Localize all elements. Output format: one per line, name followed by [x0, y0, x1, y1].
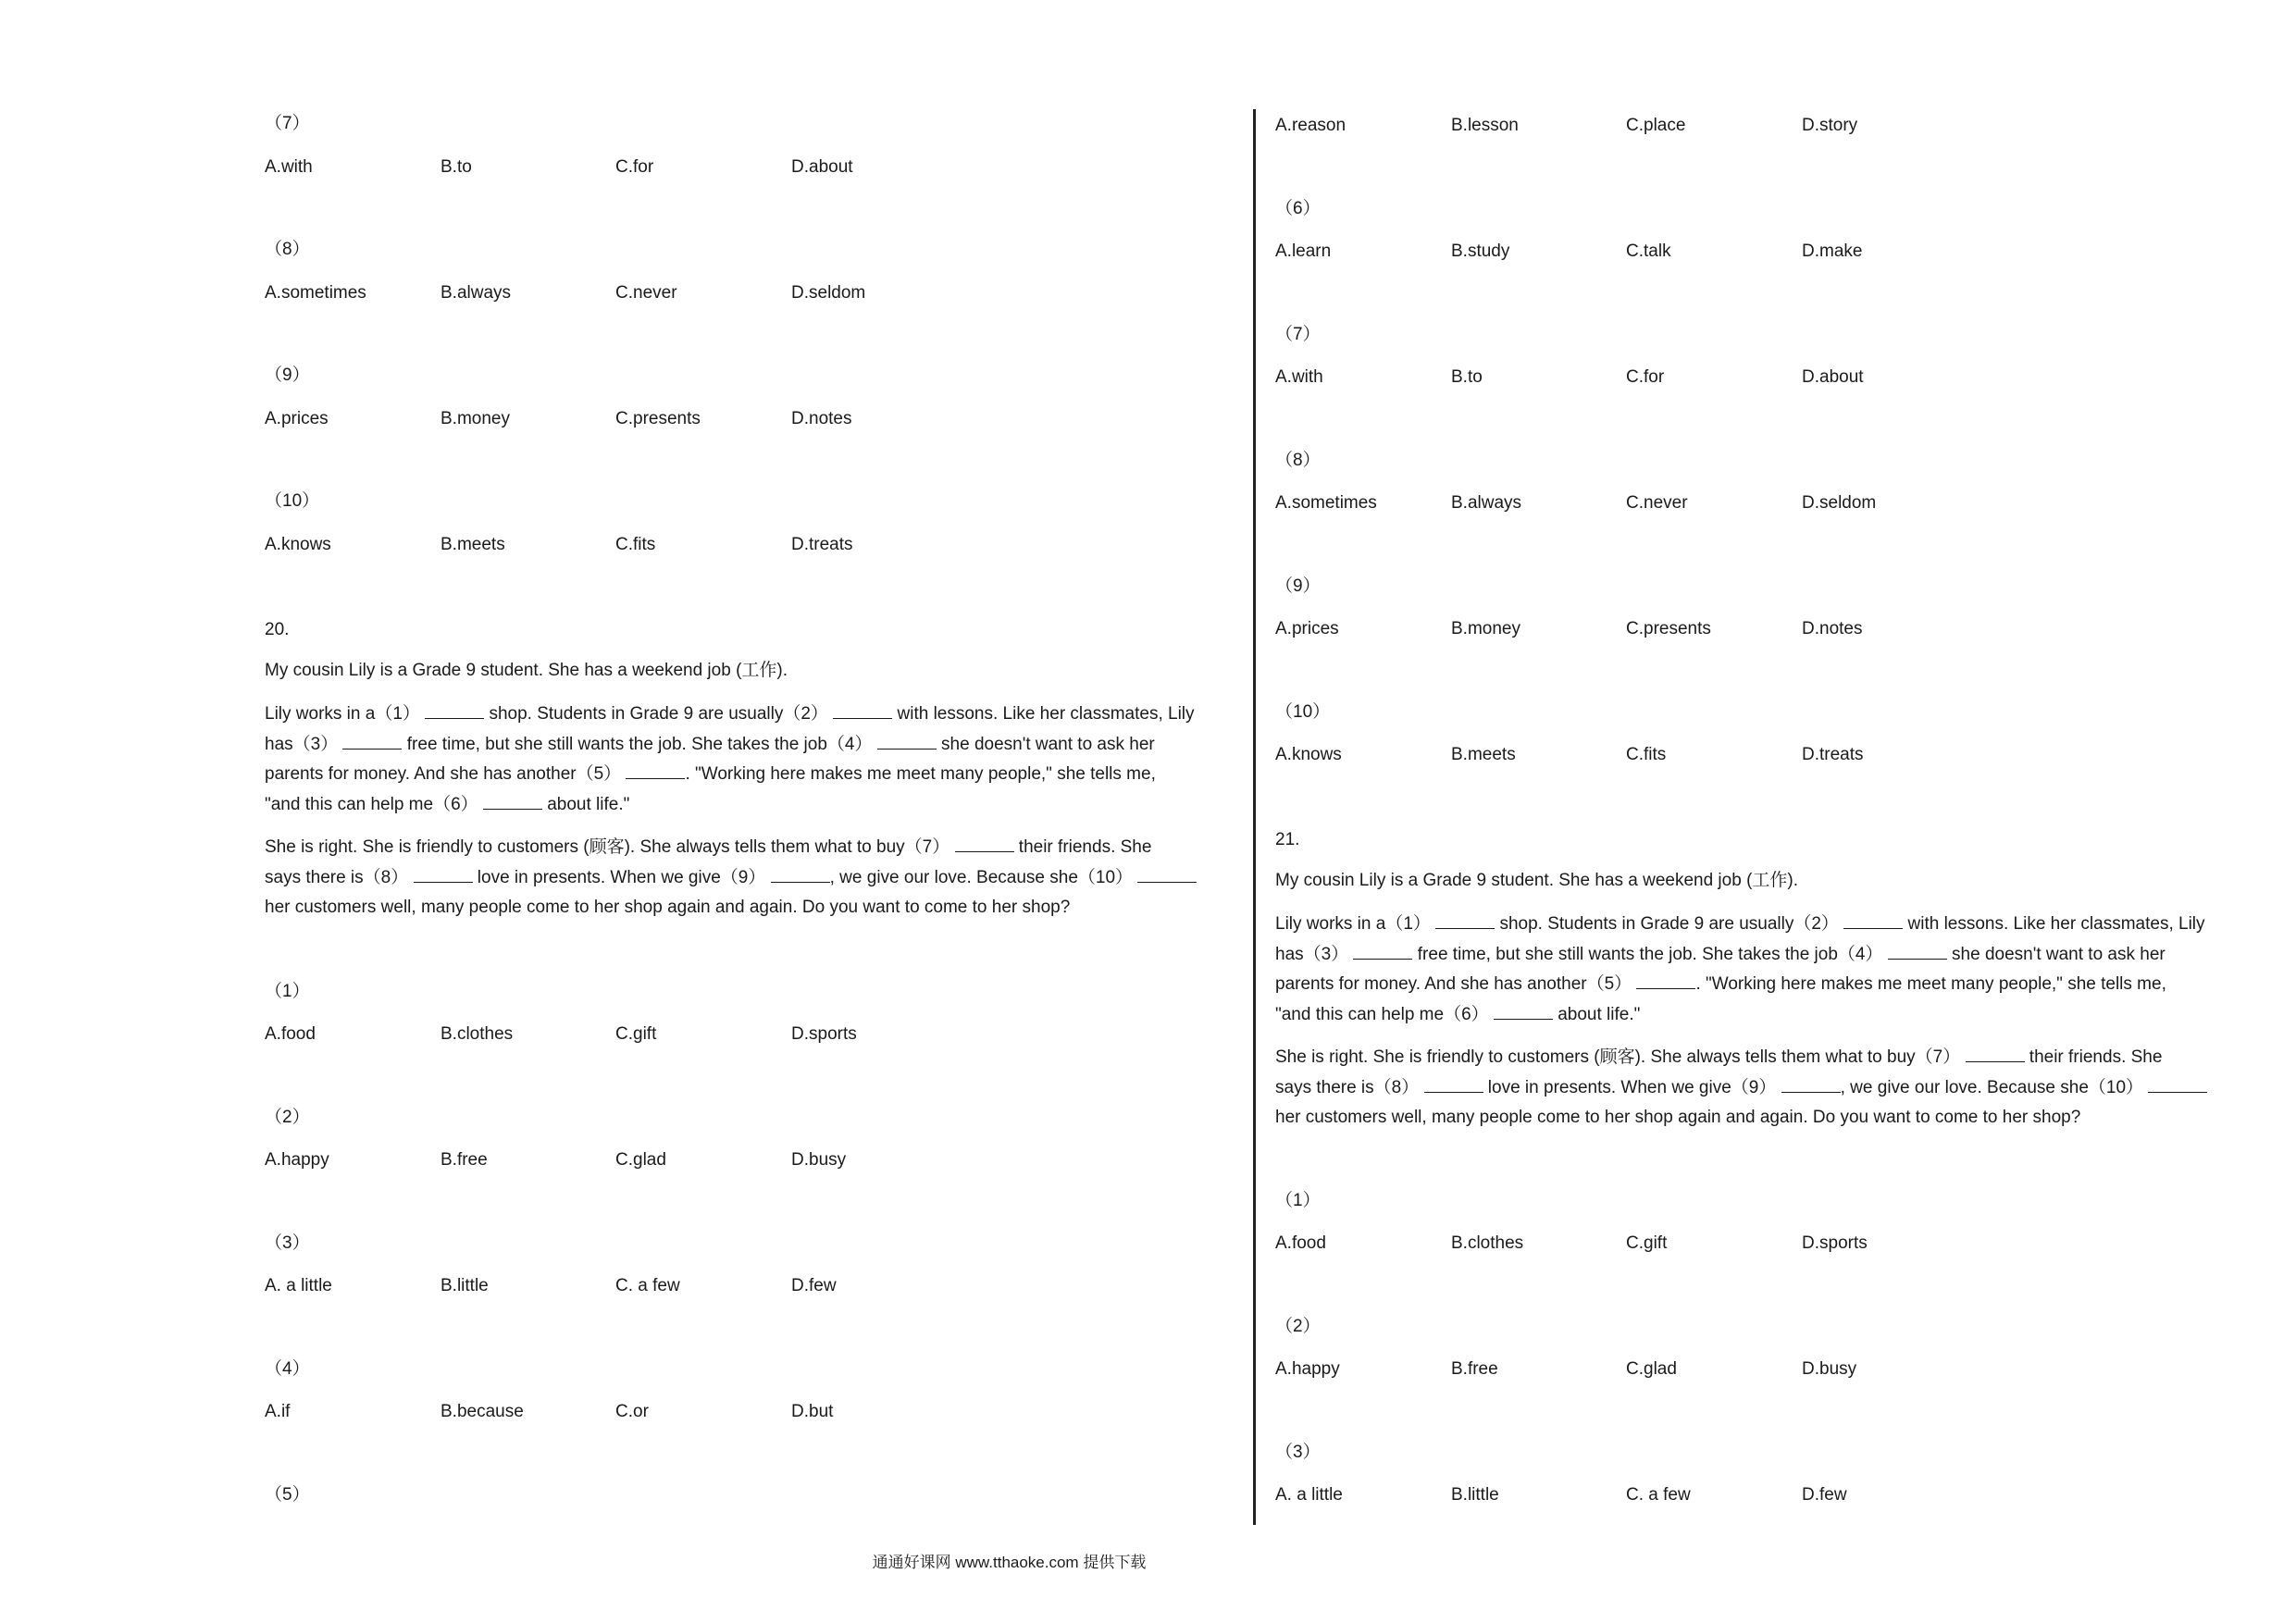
- option-c: C.glad: [1626, 1359, 1677, 1379]
- option-c: C.place: [1626, 116, 1686, 135]
- option-a: A.happy: [1275, 1359, 1340, 1379]
- answer-blank: [1781, 1075, 1841, 1093]
- option-c: C.glad: [615, 1150, 666, 1170]
- page-footer: [0, 1553, 2296, 1573]
- option-d: D.but: [791, 1402, 834, 1421]
- sub-question-number: （2）: [1275, 1317, 1321, 1336]
- option-row: [265, 1401, 1098, 1423]
- text: Lily works in a（1）: [265, 704, 420, 724]
- option-a: A.reason: [1275, 116, 1347, 135]
- option-c: C.or: [615, 1402, 649, 1421]
- answer-blank: [1966, 1045, 2025, 1062]
- text: with lessons. Like her classmates, Lily: [897, 704, 1195, 724]
- text: free time, but she still wants the job. She takes the job（4）: [406, 734, 873, 754]
- option-d: D.seldom: [791, 283, 866, 303]
- sub-question-number: （8）: [1275, 451, 1321, 470]
- footer-text: 通通好课网 www.tthaoke.com 提供下载: [872, 1554, 1147, 1571]
- sub-question-number: （2）: [265, 1108, 310, 1127]
- answer-blank: [1494, 1002, 1553, 1020]
- left-column: [265, 0, 1227, 1623]
- option-b: B.free: [441, 1150, 488, 1170]
- option-d: D.about: [1802, 367, 1864, 387]
- answer-blank: [425, 701, 484, 719]
- answer-blank: [1353, 942, 1412, 960]
- text: says there is（8）: [1275, 1077, 1420, 1097]
- answer-blank: [1888, 942, 1947, 960]
- question-number: 21.: [1275, 830, 1300, 849]
- text: about life.": [547, 794, 630, 814]
- option-b: B.money: [441, 409, 510, 428]
- sub-question-number: （3）: [265, 1233, 310, 1253]
- option-a: A. a little: [1275, 1485, 1343, 1505]
- option-d: D.make: [1802, 242, 1863, 261]
- option-c: C. a few: [615, 1276, 680, 1295]
- answer-blank: [1137, 865, 1197, 883]
- option-c: C.presents: [1626, 619, 1711, 638]
- answer-blank: [626, 762, 685, 779]
- sub-question-number: （7）: [265, 114, 310, 133]
- option-a: A.happy: [265, 1150, 329, 1170]
- option-b: B.free: [1451, 1359, 1498, 1379]
- option-a: A.sometimes: [265, 283, 366, 303]
- answer-blank: [1636, 972, 1695, 989]
- text: love in presents. When we give（9）: [477, 867, 766, 887]
- option-d: D.few: [791, 1276, 837, 1295]
- passage-paragraph-1: [1275, 910, 2247, 1030]
- passage-paragraph-2: [265, 833, 1236, 923]
- option-c: C.presents: [615, 409, 701, 428]
- option-a: A.knows: [1275, 745, 1342, 764]
- option-b: B.little: [1451, 1485, 1499, 1505]
- option-row: [1275, 241, 2108, 263]
- sub-question-number: （3）: [1275, 1443, 1321, 1462]
- option-c: C.talk: [1626, 242, 1671, 261]
- sub-question-number: （9）: [1275, 576, 1321, 596]
- text: "and this can help me（6）: [1275, 1004, 1489, 1024]
- column-divider: [1253, 109, 1256, 1525]
- option-a: A.food: [265, 1024, 316, 1044]
- passage-intro: [1275, 866, 2247, 897]
- option-row: [1275, 1484, 2108, 1506]
- text: her customers well, many people come to her shop again and again. Do you want to come to her shop?: [265, 898, 1071, 917]
- option-a: A.knows: [265, 535, 331, 554]
- option-row: [1275, 366, 2108, 389]
- text: , we give our love. Because she（10）: [829, 867, 1134, 887]
- text: love in presents. When we give（9）: [1487, 1077, 1777, 1097]
- option-d: D.few: [1802, 1485, 1847, 1505]
- option-d: D.busy: [1802, 1359, 1857, 1379]
- option-row: [265, 534, 1098, 556]
- option-c: C.for: [615, 157, 654, 177]
- sub-question-number: （10）: [1275, 702, 1331, 722]
- option-row: [1275, 115, 2108, 137]
- option-b: B.money: [1451, 619, 1520, 638]
- text: parents for money. And she has another（5）: [1275, 974, 1632, 994]
- sub-question-number: （1）: [1275, 1191, 1321, 1210]
- option-a: A.if: [265, 1402, 291, 1421]
- option-b: B.because: [441, 1402, 524, 1421]
- sub-question-number: （8）: [265, 240, 310, 259]
- text: with lessons. Like her classmates, Lily: [1907, 914, 2205, 934]
- option-b: B.always: [1451, 493, 1522, 513]
- answer-blank: [771, 865, 830, 883]
- text: shop. Students in Grade 9 are usually（2）: [489, 704, 828, 724]
- option-a: A.prices: [1275, 619, 1339, 638]
- option-b: B.to: [441, 157, 472, 177]
- answer-blank: [483, 792, 542, 810]
- answer-blank: [877, 732, 937, 750]
- text: says there is（8）: [265, 867, 409, 887]
- answer-blank: [1435, 911, 1495, 929]
- text: She is right. She is friendly to customers (顾客). She always tells them what to buy（7）: [265, 837, 950, 857]
- text: their friends. She: [1018, 837, 1152, 857]
- option-c: C.fits: [1626, 745, 1667, 764]
- option-b: B.meets: [441, 535, 505, 554]
- option-row: [265, 408, 1098, 430]
- option-d: D.treats: [1802, 745, 1864, 764]
- option-c: C.gift: [1626, 1233, 1668, 1253]
- option-row: [265, 156, 1098, 179]
- answer-blank: [342, 732, 402, 750]
- option-a: A.learn: [1275, 242, 1332, 261]
- text: her customers well, many people come to her shop again and again. Do you want to come to her shop?: [1275, 1108, 2081, 1127]
- text: she doesn't want to ask her: [941, 734, 1155, 754]
- option-d: D.notes: [791, 409, 852, 428]
- text: has（3）: [1275, 944, 1349, 964]
- text: She is right. She is friendly to customers (顾客). She always tells them what to buy（7）: [1275, 1047, 1961, 1067]
- passage-paragraph-2: [1275, 1043, 2247, 1134]
- option-c: C. a few: [1626, 1485, 1691, 1505]
- option-row: [265, 1149, 1098, 1171]
- text: she doesn't want to ask her: [1952, 944, 2166, 964]
- option-row: [265, 1023, 1098, 1046]
- text: parents for money. And she has another（5）: [265, 764, 622, 784]
- intro-text: My cousin Lily is a Grade 9 student. She has a weekend job (工作).: [265, 661, 788, 680]
- right-column: [1275, 0, 2256, 1623]
- option-d: D.seldom: [1802, 493, 1877, 513]
- option-c: C.fits: [615, 535, 656, 554]
- text: Lily works in a（1）: [1275, 914, 1431, 934]
- option-d: D.busy: [791, 1150, 847, 1170]
- passage-paragraph-1: [265, 700, 1236, 820]
- sub-question-number: （6）: [1275, 199, 1321, 218]
- option-a: A. a little: [265, 1276, 332, 1295]
- option-b: B.lesson: [1451, 116, 1519, 135]
- option-b: B.little: [441, 1276, 489, 1295]
- text: has（3）: [265, 734, 339, 754]
- option-d: D.sports: [791, 1024, 857, 1044]
- option-row: [1275, 1358, 2108, 1381]
- text: "and this can help me（6）: [265, 794, 478, 814]
- option-b: B.meets: [1451, 745, 1516, 764]
- option-row: [265, 1275, 1098, 1297]
- text: free time, but she still wants the job. She takes the job（4）: [1417, 944, 1883, 964]
- option-c: C.gift: [615, 1024, 657, 1044]
- text: their friends. She: [2029, 1047, 2163, 1067]
- option-row: [1275, 1233, 2108, 1255]
- text: , we give our love. Because she（10）: [1840, 1077, 2144, 1097]
- option-a: A.prices: [265, 409, 329, 428]
- option-row: [1275, 492, 2108, 514]
- sub-question-number: （9）: [265, 365, 310, 385]
- text: . "Working here makes me meet many people," she tells me,: [685, 764, 1156, 784]
- option-a: A.with: [265, 157, 313, 177]
- option-row: [1275, 618, 2108, 640]
- sub-question-number: （4）: [265, 1359, 310, 1379]
- option-row: [1275, 744, 2108, 766]
- sub-question-number: （1）: [265, 982, 310, 1001]
- option-a: A.sometimes: [1275, 493, 1377, 513]
- sub-question-number: （7）: [1275, 325, 1321, 344]
- option-b: B.clothes: [1451, 1233, 1524, 1253]
- option-b: B.study: [1451, 242, 1510, 261]
- option-row: [265, 282, 1098, 304]
- option-d: D.story: [1802, 116, 1858, 135]
- answer-blank: [414, 865, 473, 883]
- option-d: D.about: [791, 157, 853, 177]
- answer-blank: [955, 835, 1014, 852]
- sub-question-number: （5）: [265, 1485, 310, 1505]
- intro-text: My cousin Lily is a Grade 9 student. She has a weekend job (工作).: [1275, 871, 1798, 890]
- sub-question-number: （10）: [265, 491, 320, 511]
- option-b: B.to: [1451, 367, 1483, 387]
- question-number: 20.: [265, 620, 290, 639]
- passage-intro: [265, 656, 1236, 687]
- answer-blank: [2148, 1075, 2207, 1093]
- text: shop. Students in Grade 9 are usually（2）: [1499, 914, 1839, 934]
- option-d: D.notes: [1802, 619, 1863, 638]
- option-d: D.sports: [1802, 1233, 1868, 1253]
- option-c: C.never: [615, 283, 677, 303]
- option-b: B.clothes: [441, 1024, 514, 1044]
- option-c: C.for: [1626, 367, 1665, 387]
- option-c: C.never: [1626, 493, 1688, 513]
- text: . "Working here makes me meet many people," she tells me,: [1695, 974, 2166, 994]
- text: about life.": [1558, 1004, 1641, 1024]
- option-d: D.treats: [791, 535, 853, 554]
- option-a: A.food: [1275, 1233, 1326, 1253]
- answer-blank: [833, 701, 892, 719]
- option-b: B.always: [441, 283, 512, 303]
- option-a: A.with: [1275, 367, 1323, 387]
- answer-blank: [1424, 1075, 1483, 1093]
- answer-blank: [1843, 911, 1903, 929]
